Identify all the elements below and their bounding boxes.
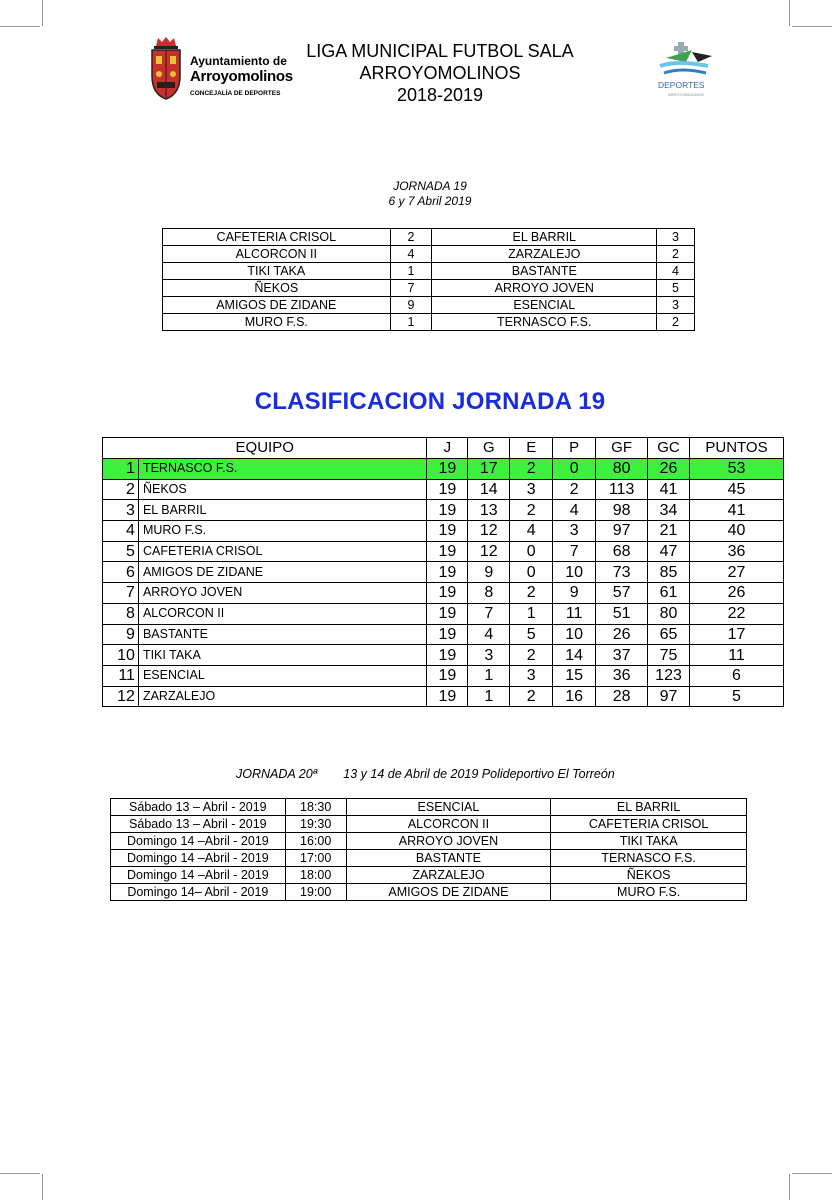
team-name: ALCORCON II [138, 603, 426, 624]
team-name: BASTANTE [138, 624, 426, 645]
logo-right-line-2: ARROYOMOLINOS [668, 92, 704, 97]
away-goals: 3 [657, 297, 695, 314]
team-name: ARROYO JOVEN [138, 583, 426, 604]
home-team: ALCORCON II [346, 816, 551, 833]
goals-for: 80 [596, 459, 648, 480]
goals-for: 68 [596, 541, 648, 562]
match-time: 17:00 [285, 850, 346, 867]
home-team: CAFETERIA CRISOL [163, 229, 391, 246]
home-team: ARROYO JOVEN [346, 833, 551, 850]
away-goals: 2 [657, 314, 695, 331]
table-row [163, 263, 695, 280]
goals-against: 65 [648, 624, 690, 645]
goals-for: 36 [596, 665, 648, 686]
header-p: P [553, 438, 596, 459]
lost: 4 [553, 500, 596, 521]
table-row [103, 479, 784, 500]
team-name: ZARZALEJO [138, 686, 426, 707]
team-name: CAFETERIA CRISOL [138, 541, 426, 562]
points: 27 [690, 562, 784, 583]
played: 19 [427, 541, 468, 562]
table-row [163, 297, 695, 314]
position: 6 [103, 562, 139, 583]
match-time: 18:00 [285, 867, 346, 884]
drawn: 2 [510, 500, 553, 521]
team-name: ESENCIAL [138, 665, 426, 686]
played: 19 [427, 686, 468, 707]
goals-for: 26 [596, 624, 648, 645]
match-time: 19:30 [285, 816, 346, 833]
logo-line-3: CONCEJALÍA DE DEPORTES [190, 90, 281, 97]
lost: 2 [553, 479, 596, 500]
next-jornada-title: JORNADA 20ª [236, 767, 318, 781]
played: 19 [427, 583, 468, 604]
fixtures-table [110, 798, 747, 901]
team-name: AMIGOS DE ZIDANE [138, 562, 426, 583]
team-name: ÑEKOS [138, 479, 426, 500]
away-goals: 4 [657, 263, 695, 280]
drawn: 2 [510, 686, 553, 707]
position: 2 [103, 479, 139, 500]
table-row [103, 645, 784, 666]
jornada-heading [300, 179, 560, 209]
home-goals: 2 [390, 229, 432, 246]
away-team: TIKI TAKA [551, 833, 747, 850]
drawn: 5 [510, 624, 553, 645]
crop-mark [792, 1173, 832, 1175]
goals-for: 113 [596, 479, 648, 500]
goals-against: 61 [648, 583, 690, 604]
goals-for: 98 [596, 500, 648, 521]
away-team: BASTANTE [432, 263, 657, 280]
away-team: EL BARRIL [432, 229, 657, 246]
away-goals: 2 [657, 246, 695, 263]
table-row [103, 665, 784, 686]
goals-for: 37 [596, 645, 648, 666]
home-goals: 1 [390, 314, 432, 331]
standings-header-row [103, 438, 784, 459]
won: 13 [468, 500, 510, 521]
team-name: EL BARRIL [138, 500, 426, 521]
goals-against: 80 [648, 603, 690, 624]
match-date: Sábado 13 – Abril - 2019 [111, 799, 286, 816]
header-e: E [510, 438, 553, 459]
points: 40 [690, 521, 784, 542]
played: 19 [427, 645, 468, 666]
lost: 16 [553, 686, 596, 707]
home-goals: 9 [390, 297, 432, 314]
drawn: 3 [510, 479, 553, 500]
title-line: LIGA MUNICIPAL FUTBOL SALA [306, 41, 574, 61]
match-date: Domingo 14 –Abril - 2019 [111, 833, 286, 850]
points: 26 [690, 583, 784, 604]
goals-for: 97 [596, 521, 648, 542]
won: 12 [468, 541, 510, 562]
crop-mark [789, 0, 814, 26]
points: 45 [690, 479, 784, 500]
crop-mark [792, 25, 832, 27]
goals-against: 47 [648, 541, 690, 562]
won: 12 [468, 521, 510, 542]
table-row [111, 867, 747, 884]
won: 17 [468, 459, 510, 480]
position: 9 [103, 624, 139, 645]
points: 6 [690, 665, 784, 686]
drawn: 0 [510, 541, 553, 562]
title-line: 2018-2019 [396, 85, 484, 105]
table-row [163, 229, 695, 246]
position: 4 [103, 521, 139, 542]
team-name: TERNASCO F.S. [138, 459, 426, 480]
won: 8 [468, 583, 510, 604]
table-row [111, 816, 747, 833]
home-team: TIKI TAKA [163, 263, 391, 280]
crop-mark [0, 25, 40, 27]
away-team: TERNASCO F.S. [551, 850, 747, 867]
logo-right-line-1: DEPORTES [658, 80, 705, 90]
ayuntamiento-logo [148, 36, 293, 102]
header-j: J [427, 438, 468, 459]
won: 3 [468, 645, 510, 666]
lost: 11 [553, 603, 596, 624]
header-pts: PUNTOS [690, 438, 784, 459]
position: 5 [103, 541, 139, 562]
played: 19 [427, 479, 468, 500]
position: 11 [103, 665, 139, 686]
position: 8 [103, 603, 139, 624]
crop-mark [18, 1174, 43, 1200]
goals-for: 28 [596, 686, 648, 707]
goals-against: 21 [648, 521, 690, 542]
jornada-dates: 6 y 7 Abril 2019 [388, 194, 472, 208]
header-team: EQUIPO [103, 438, 427, 459]
won: 7 [468, 603, 510, 624]
table-row [103, 521, 784, 542]
goals-against: 97 [648, 686, 690, 707]
table-row [103, 603, 784, 624]
played: 19 [427, 500, 468, 521]
table-row [163, 280, 695, 297]
next-jornada-details: 13 y 14 de Abril de 2019 Polideportivo El Torreón [343, 767, 615, 781]
home-team: ALCORCON II [163, 246, 391, 263]
away-goals: 3 [657, 229, 695, 246]
results-table [162, 228, 695, 331]
away-team: ÑEKOS [551, 867, 747, 884]
goals-against: 34 [648, 500, 690, 521]
logo-line-1: Ayuntamiento de [190, 54, 287, 68]
drawn: 2 [510, 459, 553, 480]
points: 53 [690, 459, 784, 480]
crop-mark [0, 1173, 40, 1175]
lost: 7 [553, 541, 596, 562]
table-row [103, 541, 784, 562]
won: 14 [468, 479, 510, 500]
played: 19 [427, 521, 468, 542]
match-time: 18:30 [285, 799, 346, 816]
away-team: EL BARRIL [551, 799, 747, 816]
home-team: AMIGOS DE ZIDANE [346, 884, 551, 901]
points: 22 [690, 603, 784, 624]
won: 1 [468, 665, 510, 686]
table-row [103, 624, 784, 645]
header-gc: GC [648, 438, 690, 459]
lost: 3 [553, 521, 596, 542]
lost: 10 [553, 624, 596, 645]
goals-against: 75 [648, 645, 690, 666]
crop-mark [18, 0, 43, 26]
home-team: BASTANTE [346, 850, 551, 867]
won: 9 [468, 562, 510, 583]
table-row [103, 686, 784, 707]
played: 19 [427, 603, 468, 624]
lost: 0 [553, 459, 596, 480]
goals-for: 73 [596, 562, 648, 583]
away-team: MURO F.S. [551, 884, 747, 901]
home-team: AMIGOS DE ZIDANE [163, 297, 391, 314]
points: 11 [690, 645, 784, 666]
home-team: MURO F.S. [163, 314, 391, 331]
deportes-logo [652, 40, 722, 102]
away-team: CAFETERIA CRISOL [551, 816, 747, 833]
points: 5 [690, 686, 784, 707]
played: 19 [427, 459, 468, 480]
table-row [103, 500, 784, 521]
header-gf: GF [596, 438, 648, 459]
table-row [103, 562, 784, 583]
position: 1 [103, 459, 139, 480]
goals-for: 51 [596, 603, 648, 624]
points: 36 [690, 541, 784, 562]
page-title [270, 40, 610, 106]
goals-for: 57 [596, 583, 648, 604]
standings-title: CLASIFICACION JORNADA 19 [254, 388, 606, 415]
next-jornada-heading [236, 767, 696, 781]
home-goals: 7 [390, 280, 432, 297]
home-goals: 4 [390, 246, 432, 263]
match-time: 16:00 [285, 833, 346, 850]
goals-against: 123 [648, 665, 690, 686]
lost: 9 [553, 583, 596, 604]
away-team: ESENCIAL [432, 297, 657, 314]
match-date: Sábado 13 – Abril - 2019 [111, 816, 286, 833]
jornada-title: JORNADA 19 [393, 179, 467, 193]
won: 1 [468, 686, 510, 707]
position: 12 [103, 686, 139, 707]
goals-against: 85 [648, 562, 690, 583]
lost: 15 [553, 665, 596, 686]
table-row [111, 850, 747, 867]
team-name: TIKI TAKA [138, 645, 426, 666]
home-team: ESENCIAL [346, 799, 551, 816]
table-row [111, 833, 747, 850]
home-goals: 1 [390, 263, 432, 280]
drawn: 4 [510, 521, 553, 542]
table-row [163, 246, 695, 263]
played: 19 [427, 624, 468, 645]
drawn: 1 [510, 603, 553, 624]
away-team: TERNASCO F.S. [432, 314, 657, 331]
match-date: Domingo 14 –Abril - 2019 [111, 850, 286, 867]
played: 19 [427, 562, 468, 583]
lost: 14 [553, 645, 596, 666]
drawn: 2 [510, 583, 553, 604]
away-team: ARROYO JOVEN [432, 280, 657, 297]
crop-mark [789, 1174, 814, 1200]
team-name: MURO F.S. [138, 521, 426, 542]
standings-table [102, 437, 784, 707]
table-row [111, 799, 747, 816]
drawn: 2 [510, 645, 553, 666]
home-team: ZARZALEJO [346, 867, 551, 884]
table-row [103, 459, 784, 480]
header-g: G [468, 438, 510, 459]
drawn: 0 [510, 562, 553, 583]
away-goals: 5 [657, 280, 695, 297]
won: 4 [468, 624, 510, 645]
points: 17 [690, 624, 784, 645]
away-team: ZARZALEJO [432, 246, 657, 263]
played: 19 [427, 665, 468, 686]
coat-of-arms-icon [148, 36, 184, 102]
goals-against: 26 [648, 459, 690, 480]
logo-line-2: Arroyomolinos [190, 68, 293, 85]
match-time: 19:00 [285, 884, 346, 901]
goals-against: 41 [648, 479, 690, 500]
title-line: ARROYOMOLINOS [359, 63, 521, 83]
table-row [163, 314, 695, 331]
position: 7 [103, 583, 139, 604]
lost: 10 [553, 562, 596, 583]
drawn: 3 [510, 665, 553, 686]
position: 10 [103, 645, 139, 666]
sports-emblem-icon [652, 40, 722, 80]
match-date: Domingo 14 –Abril - 2019 [111, 867, 286, 884]
points: 41 [690, 500, 784, 521]
table-row [103, 583, 784, 604]
home-team: ÑEKOS [163, 280, 391, 297]
match-date: Domingo 14– Abril - 2019 [111, 884, 286, 901]
position: 3 [103, 500, 139, 521]
table-row [111, 884, 747, 901]
